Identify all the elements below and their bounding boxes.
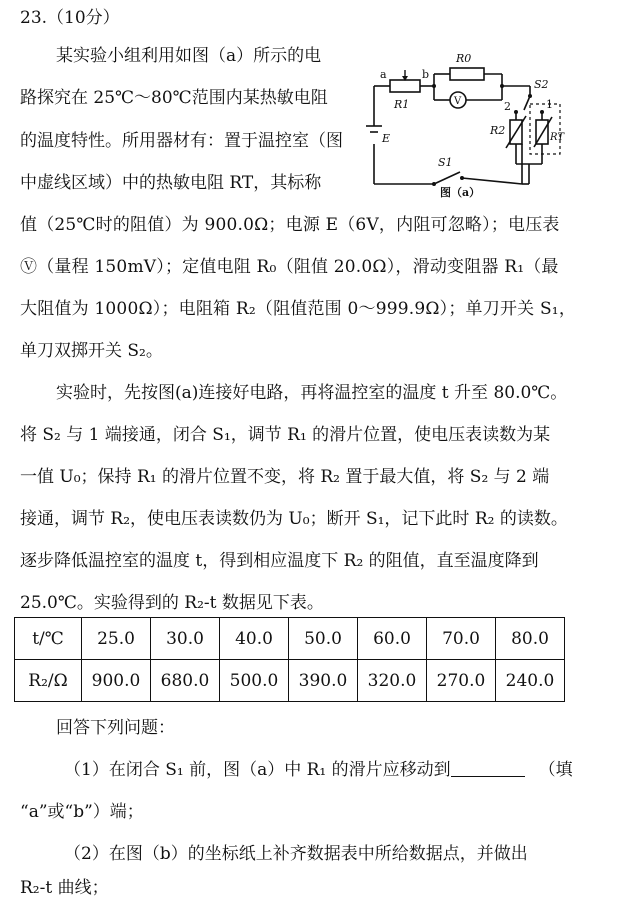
table-row-r2 — [15, 660, 565, 702]
label-b: b — [422, 68, 430, 81]
label-one: 1 — [546, 98, 553, 111]
table-cell: 50.0 — [289, 618, 358, 660]
intro-line-1: 某实验小组利用如图（a）所示的电 — [56, 46, 322, 66]
table-cell: 40.0 — [220, 618, 289, 660]
question-1 — [64, 758, 573, 782]
table-cell: 500.0 — [220, 660, 289, 702]
intro-line-2: 路探究在 25℃～80℃范围内某热敏电阻 — [20, 88, 328, 108]
procedure-line-4: 接通，调节 R₂，使电压表读数仍为 U₀；断开 S₁，记下此时 R₂ 的读数。 — [20, 509, 568, 529]
intro-line-4: 中虚线区域）中的热敏电阻 RT，其标称 — [20, 173, 322, 193]
question-1-text: （1）在闭合 S₁ 前，图（a）中 R₁ 的滑片应移动到 — [64, 760, 451, 780]
procedure-line-2: 将 S₂ 与 1 端接通，闭合 S₁，调节 R₁ 的滑片位置，使电压表读数为某 — [20, 425, 551, 445]
circuit-diagram-figure-a — [362, 44, 582, 202]
procedure-line-5: 逐步降低温控室的温度 t，得到相应温度下 R₂ 的阻值，直至温度降到 — [20, 551, 539, 571]
table-cell: 60.0 — [358, 618, 427, 660]
row-header-r2: R₂/Ω — [15, 660, 82, 702]
label-s1: S1 — [438, 156, 453, 169]
question-2: （2）在图（b）的坐标纸上补齐数据表中所给数据点，并做出 — [64, 844, 528, 864]
label-e: E — [382, 132, 391, 145]
r2-t-data-table — [14, 617, 565, 702]
figure-caption: 图（a） — [440, 186, 481, 199]
table-cell: 900.0 — [82, 660, 151, 702]
procedure-line-1: 实验时，先按图(a)连接好电路，再将温控室的温度 t 升至 80.0℃。 — [56, 383, 568, 403]
intro-line-6: Ⓥ（量程 150mV）；定值电阻 R₀（阻值 20.0Ω），滑动变阻器 R₁（最 — [20, 257, 559, 277]
table-cell: 30.0 — [151, 618, 220, 660]
intro-line-8: 单刀双掷开关 S₂。 — [20, 341, 163, 361]
intro-line-3: 的温度特性。所用器材有：置于温控室（图 — [20, 131, 343, 151]
table-cell: 390.0 — [289, 660, 358, 702]
label-two: 2 — [504, 100, 511, 113]
label-a: a — [380, 68, 387, 81]
label-s2: S2 — [534, 78, 549, 91]
question-2-continued: R₂-t 曲线； — [20, 878, 109, 898]
question-1-continued: “a”或“b”）端； — [20, 802, 144, 822]
row-header-t: t/℃ — [15, 618, 82, 660]
table-cell: 270.0 — [427, 660, 496, 702]
label-v: V — [454, 96, 462, 107]
answer-prompt: 回答下列问题： — [56, 718, 175, 738]
table-row-t — [15, 618, 565, 660]
label-rt: RT — [550, 132, 565, 143]
label-r2: R2 — [490, 124, 506, 137]
table-cell: 680.0 — [151, 660, 220, 702]
question-1-fill-hint: （填 — [538, 760, 573, 780]
label-r1: R1 — [394, 98, 410, 111]
procedure-line-3: 一值 U₀；保持 R₁ 的滑片位置不变，将 R₂ 置于最大值，将 S₂ 与 2 端 — [20, 467, 550, 487]
table-cell: 80.0 — [496, 618, 565, 660]
table-cell: 240.0 — [496, 660, 565, 702]
table-cell: 320.0 — [358, 660, 427, 702]
problem-number: 23.（10分） — [20, 8, 120, 28]
table-cell: 25.0 — [82, 618, 151, 660]
answer-blank[interactable] — [451, 758, 525, 777]
intro-line-5: 值（25℃时的阻值）为 900.0Ω；电源 E（6V，内阻可忽略）；电压表 — [20, 215, 560, 235]
label-r0: R0 — [456, 52, 472, 65]
table-cell: 70.0 — [427, 618, 496, 660]
intro-line-7: 大阻值为 1000Ω）；电阻箱 R₂（阻值范围 0～999.9Ω）；单刀开关 S₁， — [20, 299, 577, 319]
procedure-line-6: 25.0℃。实验得到的 R₂-t 数据见下表。 — [20, 593, 324, 613]
